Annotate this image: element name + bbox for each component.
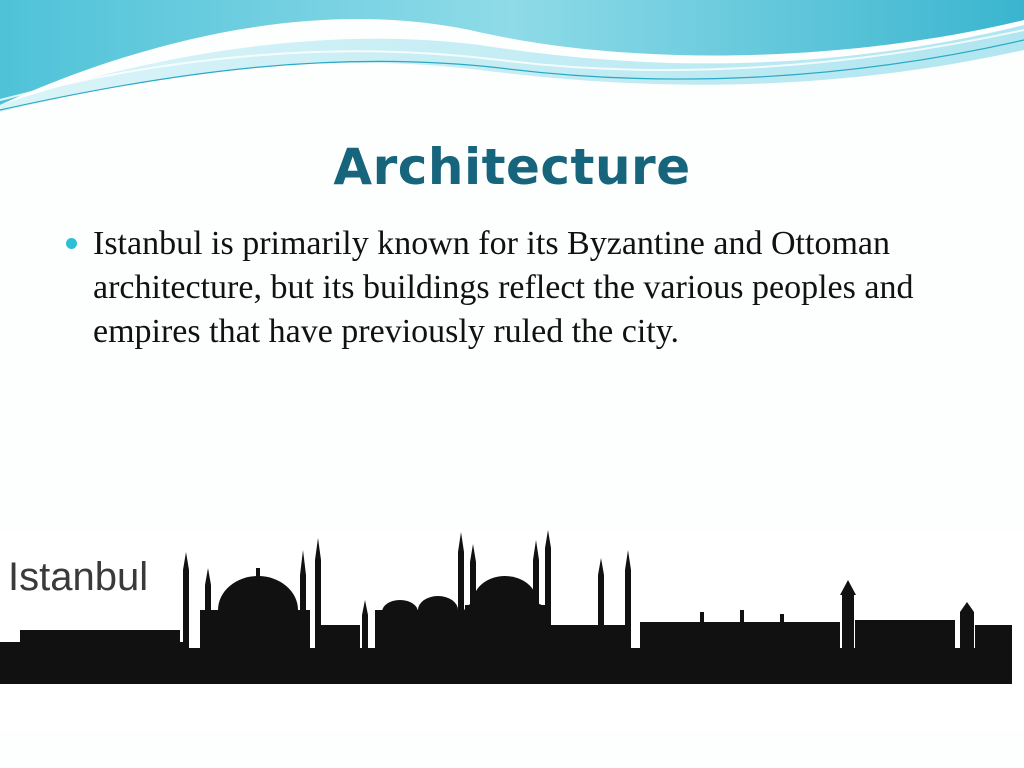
skyline-label: Istanbul — [8, 555, 149, 599]
bullet-item-text: Istanbul is primarily known for its Byzantine and Ottoman architecture, but its buildings reflect the various peoples and empires that have previously ruled the city. — [93, 225, 914, 350]
bullet-icon — [66, 238, 77, 249]
istanbul-skyline-icon — [0, 530, 1024, 730]
bullet-list — [66, 222, 966, 354]
slide-title: Architecture — [333, 138, 691, 196]
wave-header-decoration — [0, 0, 1024, 120]
